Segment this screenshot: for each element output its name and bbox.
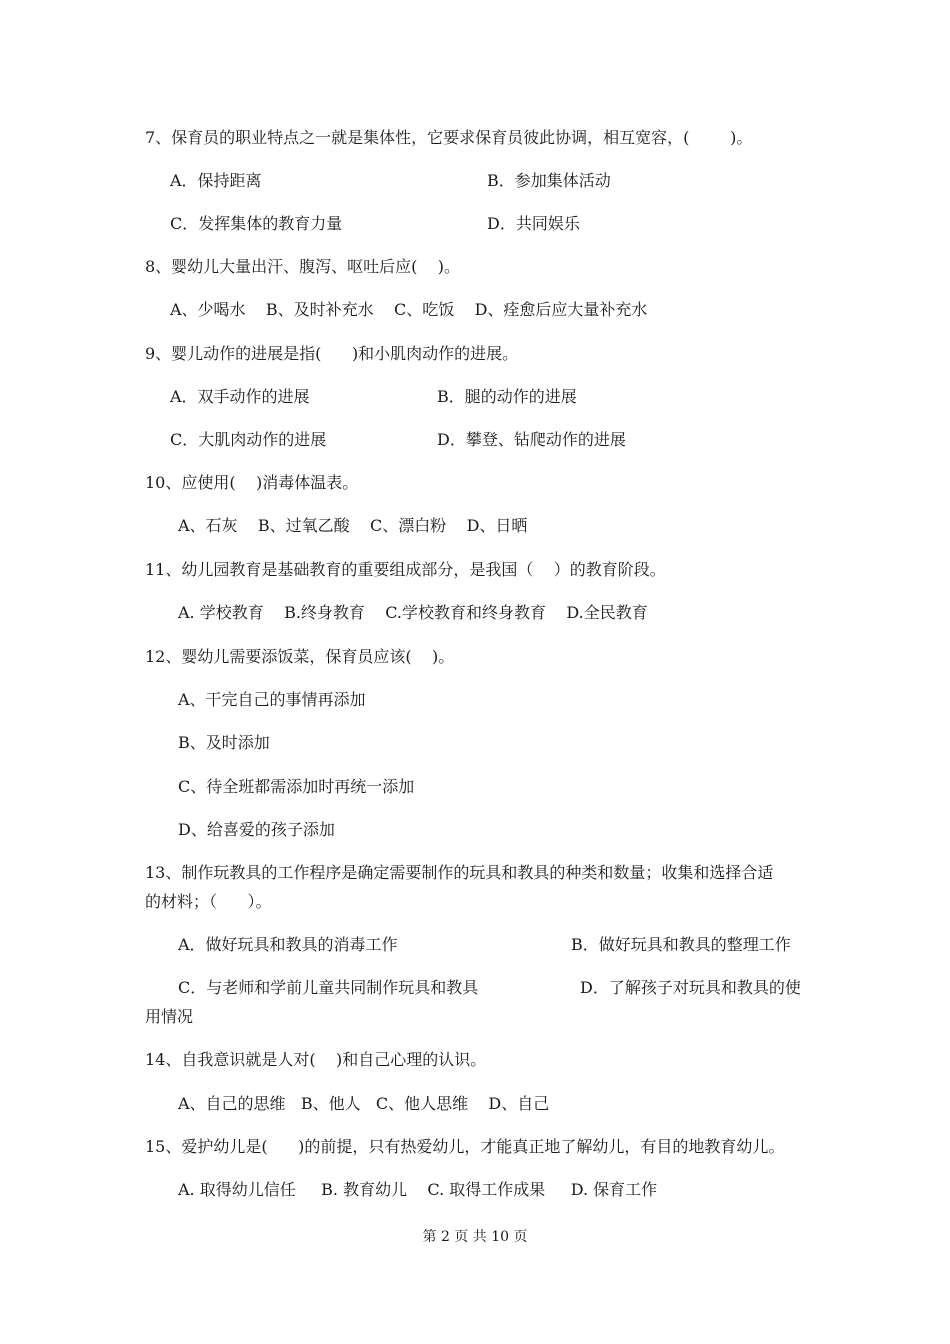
question-12-option-d: D、给喜爱的孩子添加: [178, 820, 335, 839]
question-14-stem: 14、自我意识就是人对( )和自己心理的认识。: [145, 1050, 487, 1069]
question-13-option-a: A．做好玩具和教具的消毒工作: [178, 935, 398, 954]
question-14-options: A、自己的思维 B、他人 C、他人思维 D、自己: [178, 1094, 550, 1113]
question-12-stem: 12、婴幼儿需要添饭菜，保育员应该( )。: [145, 647, 455, 666]
page-number-footer: 第 2 页 共 10 页: [422, 1229, 528, 1245]
question-9-option-b: B．腿的动作的进展: [437, 387, 577, 406]
question-13-option-d-line-2: 用情况: [145, 1007, 194, 1026]
question-9-option-c: C．大肌肉动作的进展: [170, 430, 327, 449]
question-8-options: A、少喝水 B、及时补充水 C、吃饭 D、痊愈后应大量补充水: [170, 300, 648, 319]
question-13-option-b: B．做好玩具和教具的整理工作: [571, 935, 791, 954]
question-13-option-c: C．与老师和学前儿童共同制作玩具和教具: [178, 978, 479, 997]
question-13-stem-line-1: 13、制作玩教具的工作程序是确定需要制作的玩具和教具的种类和数量；收集和选择合适: [145, 863, 774, 882]
question-13-stem-line-2: 的材料；（ ）。: [145, 892, 272, 911]
question-7-option-b: B．参加集体活动: [487, 171, 611, 190]
question-9-stem: 9、婴儿动作的进展是指( )和小肌肉动作的进展。: [145, 344, 519, 363]
question-12-option-a: A、干完自己的事情再添加: [178, 690, 366, 709]
question-11-stem: 11、幼儿园教育是基础教育的重要组成部分，是我国（ ）的教育阶段。: [145, 560, 666, 579]
question-13-option-d-line-1: D．了解孩子对玩具和教具的使: [580, 978, 801, 997]
question-7-option-d: D．共同娱乐: [487, 214, 580, 233]
question-10-options: A、石灰 B、过氧乙酸 C、漂白粉 D、日晒: [178, 516, 528, 535]
question-12-option-c: C、待全班都需添加时再统一添加: [178, 777, 415, 796]
question-7-option-c: C．发挥集体的教育力量: [170, 214, 343, 233]
question-15-stem: 15、爱护幼儿是( )的前提，只有热爱幼儿，才能真正地了解幼儿，有目的地教育幼儿。: [145, 1137, 785, 1156]
question-9-option-a: A．双手动作的进展: [170, 387, 310, 406]
question-8-stem: 8、婴幼儿大量出汗、腹泻、呕吐后应( )。: [145, 257, 461, 276]
question-9-option-d: D．攀登、钻爬动作的进展: [437, 430, 626, 449]
question-15-options: A. 取得幼儿信任 B. 教育幼儿 C. 取得工作成果 D. 保育工作: [178, 1180, 658, 1199]
question-7-stem: 7、保育员的职业特点之一就是集体性，它要求保育员彼此协调，相互宽容，( )。: [145, 128, 753, 147]
question-10-stem: 10、应使用( )消毒体温表。: [145, 473, 359, 492]
question-11-options: A. 学校教育 B.终身教育 C.学校教育和终身教育 D.全民教育: [178, 603, 648, 622]
question-12-option-b: B、及时添加: [178, 733, 270, 752]
question-7-option-a: A．保持距离: [170, 171, 262, 190]
